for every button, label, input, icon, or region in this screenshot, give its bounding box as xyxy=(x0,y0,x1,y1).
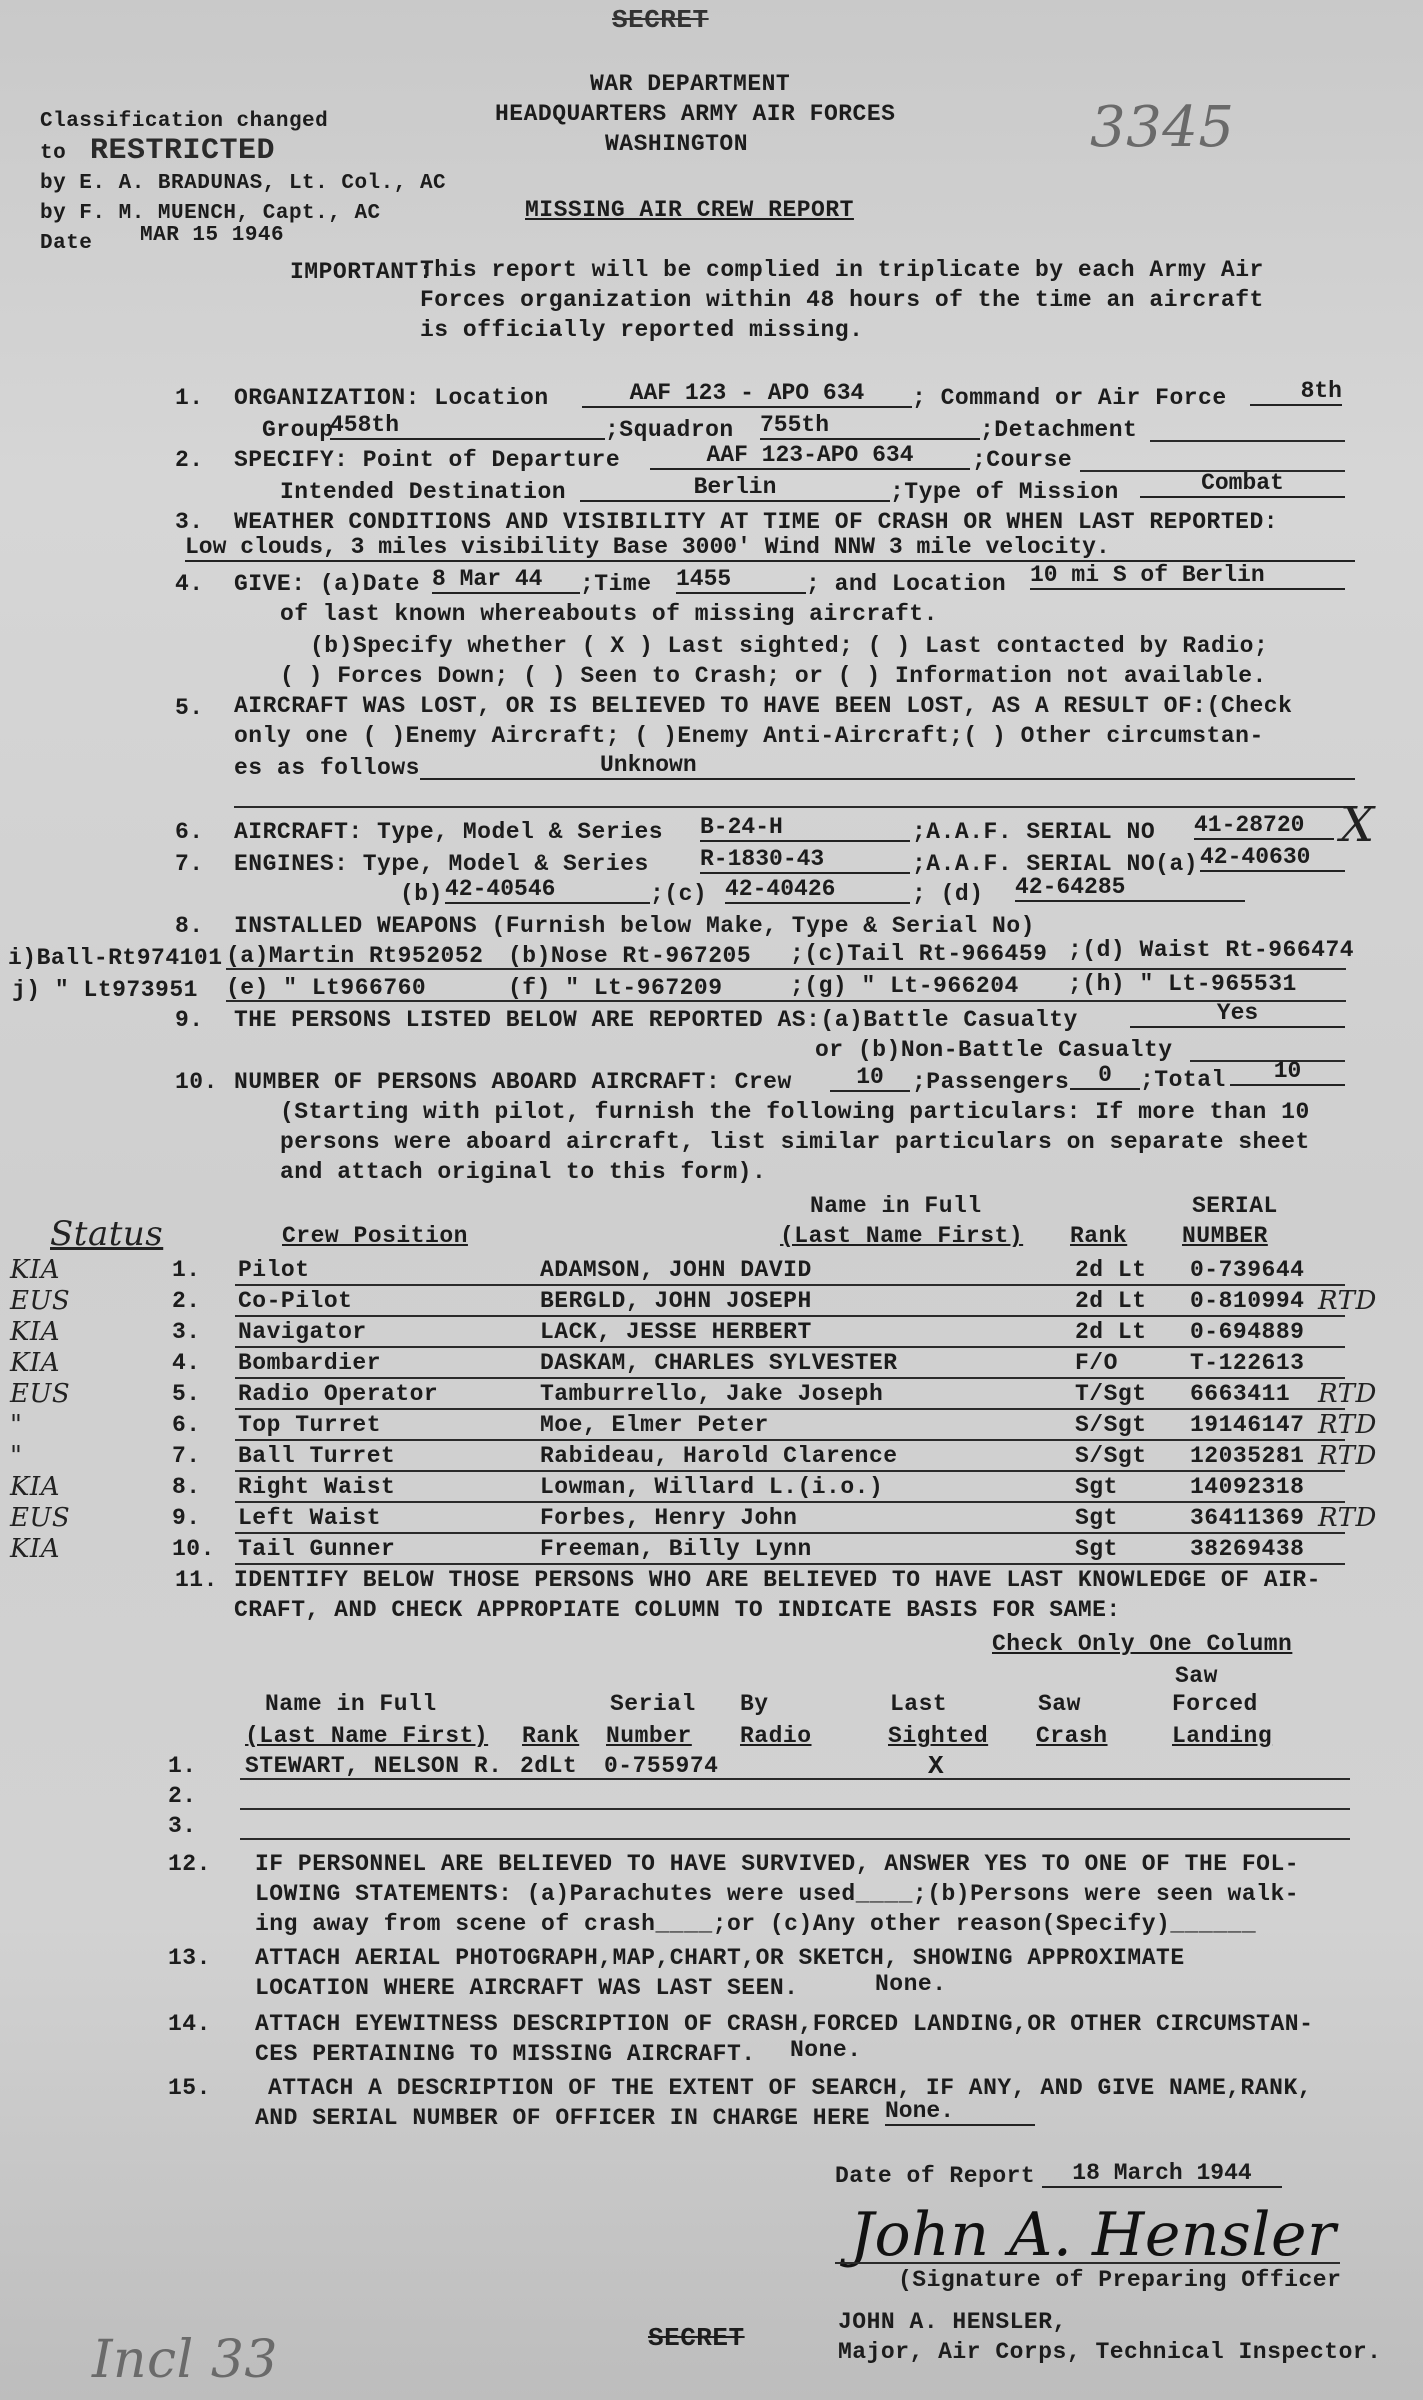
crew-status: KIA xyxy=(10,1534,60,1564)
item4-location: 10 mi S of Berlin xyxy=(1030,562,1345,590)
witness-row-line xyxy=(240,1778,1350,1780)
signature-label: (Signature of Preparing Officer xyxy=(898,2267,1342,2293)
crew-status: EUS xyxy=(10,1503,71,1533)
item1-group: 458th xyxy=(330,412,605,440)
crew-position: Left Waist xyxy=(238,1505,382,1531)
crew-name: Moe, Elmer Peter xyxy=(540,1412,769,1438)
crew-rank: S/Sgt xyxy=(1075,1443,1147,1469)
pencil-bottom: Incl 33 xyxy=(92,2330,278,2390)
item7-d-label: ; (d) xyxy=(912,881,984,907)
h-forced0: Saw xyxy=(1175,1663,1218,1689)
crew-row-number: 1. xyxy=(172,1257,201,1283)
crew-position: Top Turret xyxy=(238,1412,382,1438)
crew-position: Right Waist xyxy=(238,1474,396,1500)
witness-rank: 2dLt xyxy=(520,1753,578,1779)
crew-note: RTD xyxy=(1318,1503,1377,1533)
rank-header: Rank xyxy=(1070,1223,1128,1249)
item1-location: AAF 123 - APO 634 xyxy=(582,380,912,408)
crew-row-line xyxy=(235,1315,1345,1317)
item2-course-label: ;Course xyxy=(972,447,1073,473)
officer-title: Major, Air Corps, Technical Inspector. xyxy=(838,2339,1382,2365)
crew-name: Freeman, Billy Lynn xyxy=(540,1536,812,1562)
header-line3: WASHINGTON xyxy=(605,131,749,157)
crew-row-number: 9. xyxy=(172,1505,201,1531)
item12-number: 12. xyxy=(168,1851,211,1877)
item13-l1: ATTACH AERIAL PHOTOGRAPH,MAP,CHART,OR SKETCH, SHOWING APPROXIMATE xyxy=(255,1945,1185,1971)
item5-number: 5. xyxy=(175,695,204,721)
secret-stamp-bottom: SECRET xyxy=(648,2323,745,2353)
check-only-one: Check Only One Column xyxy=(992,1631,1293,1657)
class-by1: by E. A. BRADUNAS, Lt. Col., AC xyxy=(40,172,447,195)
item7-c-label: ;(c) xyxy=(650,881,708,907)
witness-row-line xyxy=(240,1838,1350,1840)
crew-serial: 19146147 xyxy=(1190,1412,1305,1438)
item8-number: 8. xyxy=(175,913,204,939)
header-line2: HEADQUARTERS ARMY AIR FORCES xyxy=(495,101,896,127)
serial-header1: SERIAL xyxy=(1192,1193,1278,1219)
important-label: IMPORTANT: xyxy=(290,259,434,285)
crew-position: Navigator xyxy=(238,1319,367,1345)
crew-name: DASKAM, CHARLES SYLVESTER xyxy=(540,1350,898,1376)
item1-number: 1. xyxy=(175,385,204,411)
weapon-j: j) " Lt973951 xyxy=(12,977,198,1003)
crew-position-header: Crew Position xyxy=(282,1223,468,1249)
item5-l1: AIRCRAFT WAS LOST, OR IS BELIEVED TO HAVE BEEN LOST, AS A RESULT OF:(Check xyxy=(234,693,1293,719)
item1-command: 8th xyxy=(1250,378,1342,406)
crew-rank: Sgt xyxy=(1075,1505,1118,1531)
signature: John A. Hensler xyxy=(850,2200,1337,2270)
crew-position: Co-Pilot xyxy=(238,1288,353,1314)
officer-name: JOHN A. HENSLER, xyxy=(838,2309,1067,2335)
item6-serial-label: ;A.A.F. SERIAL NO xyxy=(912,819,1156,845)
item1-org-label: ORGANIZATION: Location xyxy=(234,385,549,411)
item4-date: 8 Mar 44 xyxy=(432,566,580,594)
crew-row-line xyxy=(235,1501,1345,1503)
h-name1: Name in Full xyxy=(265,1691,437,1717)
item15-l2: AND SERIAL NUMBER OF OFFICER IN CHARGE HERE xyxy=(255,2105,870,2131)
crew-position: Bombardier xyxy=(238,1350,382,1376)
item12-l2: LOWING STATEMENTS: (a)Parachutes were used____;(b)Persons were seen walk- xyxy=(255,1881,1300,1907)
crew-serial: 36411369 xyxy=(1190,1505,1305,1531)
item4-number: 4. xyxy=(175,571,204,597)
item4-loc-label: ; and Location xyxy=(806,571,1007,597)
crew-name: Lowman, Willard L.(i.o.) xyxy=(540,1474,884,1500)
witness-row-number: 3. xyxy=(168,1813,197,1839)
h-serial1: Serial xyxy=(610,1691,696,1717)
crew-row-line xyxy=(235,1439,1345,1441)
report-title: MISSING AIR CREW REPORT xyxy=(525,197,854,223)
weapon-d: ;(d) Waist Rt-966474 xyxy=(1068,937,1355,963)
item13-number: 13. xyxy=(168,1945,211,1971)
crew-serial: 14092318 xyxy=(1190,1474,1305,1500)
h-serial2: Number xyxy=(606,1723,692,1749)
item2-mission-label: ;Type of Mission xyxy=(890,479,1119,505)
weapon-i: i)Ball-Rt974101 xyxy=(8,945,223,971)
crew-row-number: 7. xyxy=(172,1443,201,1469)
item1-detachment-label: ;Detachment xyxy=(980,417,1138,443)
item11-l2: CRAFT, AND CHECK APPROPIATE COLUMN TO INDICATE BASIS FOR SAME: xyxy=(234,1597,1121,1623)
crew-row-number: 6. xyxy=(172,1412,201,1438)
crew-status: KIA xyxy=(10,1472,60,1502)
weapon-g: ;(g) " Lt-966204 xyxy=(790,973,1019,999)
crew-row-line xyxy=(235,1408,1345,1410)
h-crash1: Saw xyxy=(1038,1691,1081,1717)
crew-name: Tamburrello, Jake Joseph xyxy=(540,1381,884,1407)
weapon-e: (e) " Lt966760 xyxy=(226,975,427,1001)
item4-label: GIVE: (a)Date xyxy=(234,571,420,597)
item14-l2: CES PERTAINING TO MISSING AIRCRAFT. xyxy=(255,2041,756,2067)
item12-l1: IF PERSONNEL ARE BELIEVED TO HAVE SURVIVED, ANSWER YES TO ONE OF THE FOL- xyxy=(255,1851,1300,1877)
crew-rank: 2d Lt xyxy=(1075,1319,1147,1345)
crew-position: Radio Operator xyxy=(238,1381,439,1407)
item9-number: 9. xyxy=(175,1007,204,1033)
item15-number: 15. xyxy=(168,2075,211,2101)
item5-l2: only one ( )Enemy Aircraft; ( )Enemy Anti-Aircraft;( ) Other circumstan- xyxy=(234,723,1264,749)
item10-crew: 10 xyxy=(830,1064,910,1092)
item7-b-label: (b) xyxy=(400,881,443,907)
item5-value: Unknown xyxy=(420,752,1355,780)
crew-row-number: 4. xyxy=(172,1350,201,1376)
crew-row-line xyxy=(235,1284,1345,1286)
important-l2: Forces organization within 48 hours of the time an aircraft xyxy=(420,287,1264,313)
date-of-report-label: Date of Report xyxy=(835,2163,1036,2189)
crew-note: RTD xyxy=(1318,1286,1377,1316)
crew-serial: 38269438 xyxy=(1190,1536,1305,1562)
weapon-h: ;(h) " Lt-965531 xyxy=(1068,971,1297,997)
important-l1: This report will be complied in triplicate by each Army Air xyxy=(420,257,1264,283)
item1-group-label: Group xyxy=(262,417,334,443)
item3-label: WEATHER CONDITIONS AND VISIBILITY AT TIME OF CRASH OR WHEN LAST REPORTED: xyxy=(234,509,1279,535)
crew-row-line xyxy=(235,1470,1345,1472)
item3-value: Low clouds, 3 miles visibility Base 3000' Wind NNW 3 mile velocity. xyxy=(185,534,1355,562)
item6-label: AIRCRAFT: Type, Model & Series xyxy=(234,819,664,845)
weapon-c: ;(c)Tail Rt-966459 xyxy=(790,941,1048,967)
h-radio2: Radio xyxy=(740,1723,812,1749)
class-date-label: Date xyxy=(40,232,93,255)
item4-time-label: ;Time xyxy=(580,571,652,597)
item4-time: 1455 xyxy=(676,566,806,594)
weapon-b: (b)Nose Rt-967205 xyxy=(508,943,752,969)
class-to-value: RESTRICTED xyxy=(90,134,276,168)
h-last1: Last xyxy=(890,1691,948,1717)
class-to-label: to xyxy=(40,142,67,165)
item9-l2: or (b)Non-Battle Casualty xyxy=(815,1037,1173,1063)
witness-row-number: 2. xyxy=(168,1783,197,1809)
crew-row-number: 5. xyxy=(172,1381,201,1407)
crew-row-number: 8. xyxy=(172,1474,201,1500)
h-crash2: Crash xyxy=(1036,1723,1108,1749)
item15-value: None. xyxy=(885,2098,1035,2126)
item11-number: 11. xyxy=(175,1567,218,1593)
item2-dest-label: Intended Destination xyxy=(280,479,567,505)
item2-label: SPECIFY: Point of Departure xyxy=(234,447,621,473)
item13-value: None. xyxy=(875,1971,947,1997)
item6-serial: 41-28720 xyxy=(1194,812,1334,840)
item10-label: NUMBER OF PERSONS ABOARD AIRCRAFT: Crew xyxy=(234,1069,792,1095)
name-header2: (Last Name First) xyxy=(780,1223,1024,1249)
crew-status: KIA xyxy=(10,1255,60,1285)
item10-number: 10. xyxy=(175,1069,218,1095)
crew-rank: T/Sgt xyxy=(1075,1381,1147,1407)
item1-command-label: ; Command or Air Force xyxy=(912,385,1227,411)
item10-passengers: 0 xyxy=(1070,1062,1140,1090)
item10-total-label: ;Total xyxy=(1140,1067,1226,1093)
item10-pass-label: ;Passengers xyxy=(912,1069,1070,1095)
item14-value: None. xyxy=(790,2037,862,2063)
witness-last-sighted: X xyxy=(928,1751,945,1781)
crew-serial: 0-810994 xyxy=(1190,1288,1305,1314)
crew-rank: Sgt xyxy=(1075,1474,1118,1500)
crew-note: RTD xyxy=(1318,1441,1377,1471)
crew-row-line xyxy=(235,1563,1345,1565)
item9-l1: THE PERSONS LISTED BELOW ARE REPORTED AS:(a)Battle Casualty xyxy=(234,1007,1078,1033)
crew-status: " xyxy=(10,1441,23,1471)
crew-rank: F/O xyxy=(1075,1350,1118,1376)
item7-engine-b: 42-40546 xyxy=(445,876,650,904)
item12-l3: ing away from scene of crash____;or (c)Any other reason(Specify)______ xyxy=(255,1911,1257,1937)
h-name2: (Last Name First) xyxy=(245,1723,489,1749)
status-header: Status xyxy=(50,1214,164,1254)
item10-l4: and attach original to this form). xyxy=(280,1159,767,1185)
item10-total: 10 xyxy=(1230,1058,1345,1086)
witness-row-line xyxy=(240,1808,1350,1810)
date-of-report: 18 March 1944 xyxy=(1042,2160,1282,2188)
h-forced2: Landing xyxy=(1172,1723,1273,1749)
item7-engine-a: 42-40630 xyxy=(1200,844,1345,872)
crew-serial: 0-694889 xyxy=(1190,1319,1305,1345)
crew-row-number: 3. xyxy=(172,1319,201,1345)
crew-row-number: 10. xyxy=(172,1536,215,1562)
crew-status: KIA xyxy=(10,1348,60,1378)
item5-blank-line xyxy=(234,806,1354,808)
item2-destination: Berlin xyxy=(580,474,890,502)
class-date-value: MAR 15 1946 xyxy=(140,224,285,247)
crew-serial: 12035281 xyxy=(1190,1443,1305,1469)
crew-position: Tail Gunner xyxy=(238,1536,396,1562)
h-forced1: Forced xyxy=(1172,1691,1258,1717)
crew-rank: Sgt xyxy=(1075,1536,1118,1562)
important-l3: is officially reported missing. xyxy=(420,317,864,343)
item2-number: 2. xyxy=(175,447,204,473)
weapon-a: (a)Martin Rt952052 xyxy=(226,943,484,969)
item10-l2: (Starting with pilot, furnish the following particulars: If more than 10 xyxy=(280,1099,1310,1125)
crew-name: ADAMSON, JOHN DAVID xyxy=(540,1257,812,1283)
crew-position: Ball Turret xyxy=(238,1443,396,1469)
signature-line xyxy=(835,2262,1340,2264)
item2-departure: AAF 123-APO 634 xyxy=(650,442,970,470)
crew-row-line xyxy=(235,1346,1345,1348)
crew-status: " xyxy=(10,1410,23,1440)
item1-squadron-label: ;Squadron xyxy=(605,417,734,443)
serial-header2: NUMBER xyxy=(1182,1223,1268,1249)
secret-stamp-top: SECRET xyxy=(612,5,709,35)
item14-l1: ATTACH EYEWITNESS DESCRIPTION OF CRASH,FORCED LANDING,OR OTHER CIRCUMSTAN- xyxy=(255,2011,1314,2037)
item6-type: B-24-H xyxy=(700,814,910,842)
crew-status: EUS xyxy=(10,1379,71,1409)
crew-name: BERGLD, JOHN JOSEPH xyxy=(540,1288,812,1314)
crew-status: KIA xyxy=(10,1317,60,1347)
h-last2: Sighted xyxy=(888,1723,989,1749)
item13-l2: LOCATION WHERE AIRCRAFT WAS LAST SEEN. xyxy=(255,1975,799,2001)
crew-rank: S/Sgt xyxy=(1075,1412,1147,1438)
crew-row-number: 2. xyxy=(172,1288,201,1314)
item2-mission: Combat xyxy=(1140,470,1345,498)
item1-squadron: 755th xyxy=(760,412,980,440)
class-by2: by F. M. MUENCH, Capt., AC xyxy=(40,202,381,225)
item5-l3: es as follows xyxy=(234,755,420,781)
h-radio1: By xyxy=(740,1691,769,1717)
item3-number: 3. xyxy=(175,509,204,535)
witness-row-number: 1. xyxy=(168,1753,197,1779)
crew-row-line xyxy=(235,1377,1345,1379)
crew-name: Rabideau, Harold Clarence xyxy=(540,1443,898,1469)
item4-l4: ( ) Forces Down; ( ) Seen to Crash; or ( ) Information not available. xyxy=(280,663,1267,689)
witness-serial: 0-755974 xyxy=(604,1753,719,1779)
witness-name: STEWART, NELSON R. xyxy=(245,1753,503,1779)
item8-label: INSTALLED WEAPONS (Furnish below Make, Type & Serial No) xyxy=(234,913,1035,939)
crew-note: RTD xyxy=(1318,1379,1377,1409)
name-header1: Name in Full xyxy=(810,1193,982,1219)
crew-position: Pilot xyxy=(238,1257,310,1283)
item7-type: R-1830-43 xyxy=(700,846,910,874)
item6-number: 6. xyxy=(175,819,204,845)
crew-serial: T-122613 xyxy=(1190,1350,1305,1376)
item7-serial-label: ;A.A.F. SERIAL NO(a) xyxy=(912,851,1199,877)
crew-status: EUS xyxy=(10,1286,71,1316)
item4-l2: of last known whereabouts of missing aircraft. xyxy=(280,601,938,627)
item7-engine-c: 42-40426 xyxy=(725,876,910,904)
crew-name: Forbes, Henry John xyxy=(540,1505,798,1531)
item7-label: ENGINES: Type, Model & Series xyxy=(234,851,649,877)
item7-engine-d: 42-64285 xyxy=(1015,874,1245,902)
pencil-number: 3345 xyxy=(1090,95,1235,160)
item14-number: 14. xyxy=(168,2011,211,2037)
item6-check-mark: X xyxy=(1340,797,1375,853)
item10-l3: persons were aboard aircraft, list similar particulars on separate sheet xyxy=(280,1129,1310,1155)
crew-rank: 2d Lt xyxy=(1075,1288,1147,1314)
crew-note: RTD xyxy=(1318,1410,1377,1440)
item1-detachment-line xyxy=(1150,440,1345,442)
class-line1: Classification changed xyxy=(40,110,329,133)
crew-serial: 6663411 xyxy=(1190,1381,1291,1407)
weapon-f: (f) " Lt-967209 xyxy=(508,975,723,1001)
crew-rank: 2d Lt xyxy=(1075,1257,1147,1283)
crew-name: LACK, JESSE HERBERT xyxy=(540,1319,812,1345)
header-line1: WAR DEPARTMENT xyxy=(590,71,791,97)
item9-battle-casualty: Yes xyxy=(1130,1000,1345,1028)
item11-l1: IDENTIFY BELOW THOSE PERSONS WHO ARE BELIEVED TO HAVE LAST KNOWLEDGE OF AIR- xyxy=(234,1567,1321,1593)
item15-l1: ATTACH A DESCRIPTION OF THE EXTENT OF SEARCH, IF ANY, AND GIVE NAME,RANK, xyxy=(268,2075,1313,2101)
h-rank: Rank xyxy=(522,1723,580,1749)
item7-number: 7. xyxy=(175,851,204,877)
crew-serial: 0-739644 xyxy=(1190,1257,1305,1283)
crew-row-line xyxy=(235,1532,1345,1534)
item4-l3: (b)Specify whether ( X ) Last sighted; ( ) Last contacted by Radio; xyxy=(310,633,1269,659)
